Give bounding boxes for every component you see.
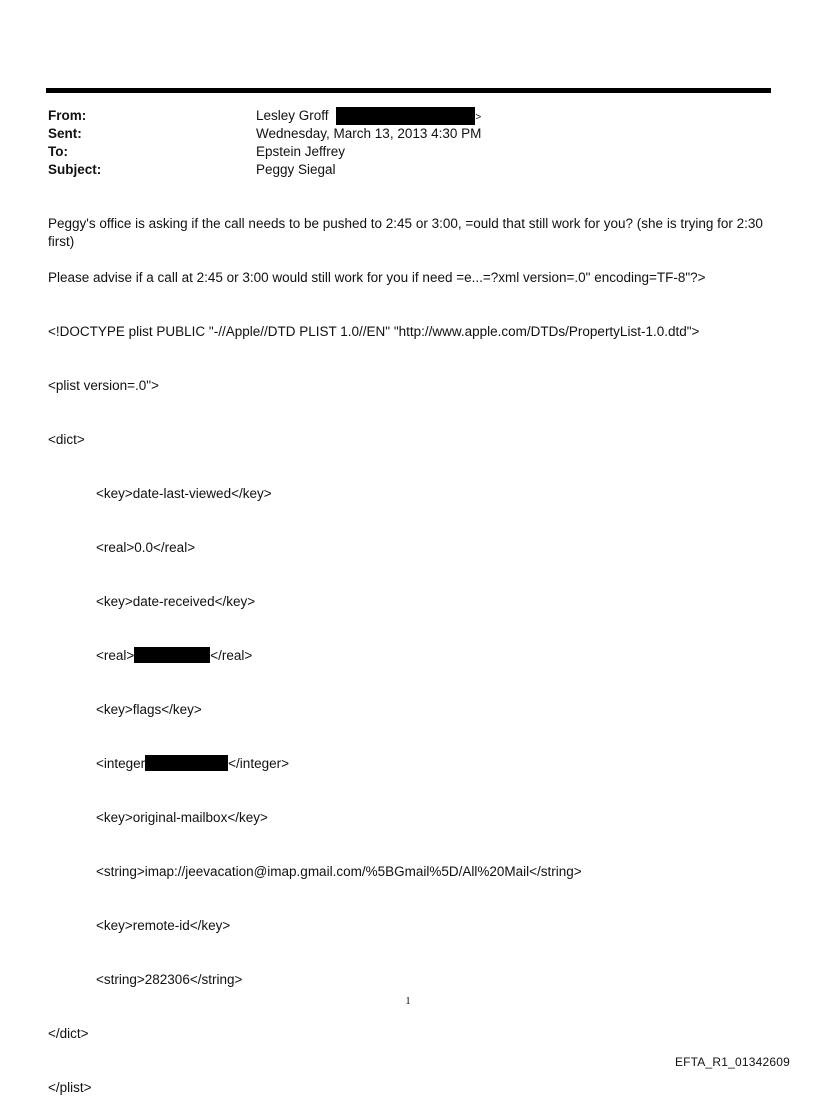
page-number: 1 [405,995,411,1007]
subject-row [48,161,768,179]
body-paragraph-1: Peggy's office is asking if the call needs to be pushed to 2:45 or 3:00, =ould that still work for you? (she is trying for 2:30 first) [48,216,763,249]
integer-close: </integer> [228,756,289,771]
key-date-received: <key>date-received</key> [96,594,256,609]
body-paragraph-2: Please advise if a call at 2:45 or 3:00 would still work for you if need =e...=?xml version=.0" encoding=TF-8"?> [48,270,706,285]
key-flags: <key>flags</key> [96,702,202,717]
from-row [48,107,768,125]
to-value: Epstein Jeffrey [256,144,346,159]
redaction-box [336,107,475,125]
integer-redacted-line [48,755,788,773]
plist-block [48,287,788,1115]
redaction-box [134,647,210,663]
plist-close: </plist> [48,1080,92,1095]
real-redacted-line [48,647,788,665]
plist-open: <plist version=.0"> [48,378,159,393]
subject-label: Subject: [48,162,102,177]
real-close: </real> [210,648,253,663]
integer-open: <integer [96,756,146,771]
to-row [48,143,768,161]
real-open: <real> [96,648,135,663]
real-zero: <real>0.0</real> [96,540,196,555]
sender-name: Lesley Groff [256,108,329,123]
string-remote-id: <string>282306</string> [96,972,243,987]
to-label: To: [48,144,68,159]
sent-value: Wednesday, March 13, 2013 4:30 PM [256,126,482,141]
dict-close: </dict> [48,1026,89,1041]
string-mailbox: <string>imap://jeevacation@imap.gmail.com/%5BGmail%5D/All%20Mail</string> [96,864,582,879]
header-rule [46,88,771,93]
sent-label: Sent: [48,126,82,141]
from-trailing: > [475,112,482,123]
redaction-box [145,755,228,771]
key-remote-id: <key>remote-id</key> [96,918,231,933]
key-date-last-viewed: <key>date-last-viewed</key> [96,486,272,501]
subject-value: Peggy Siegal [256,162,336,177]
from-label: From: [48,108,87,123]
bates-number: EFTA_R1_01342609 [674,1055,790,1069]
key-original-mailbox: <key>original-mailbox</key> [96,810,268,825]
plist-doctype: <!DOCTYPE plist PUBLIC "-//Apple//DTD PLIST 1.0//EN" "http://www.apple.com/DTDs/PropertyList-1.0.dtd"> [48,324,700,339]
from-value [256,107,481,127]
sent-row [48,125,768,143]
dict-open: <dict> [48,432,85,447]
